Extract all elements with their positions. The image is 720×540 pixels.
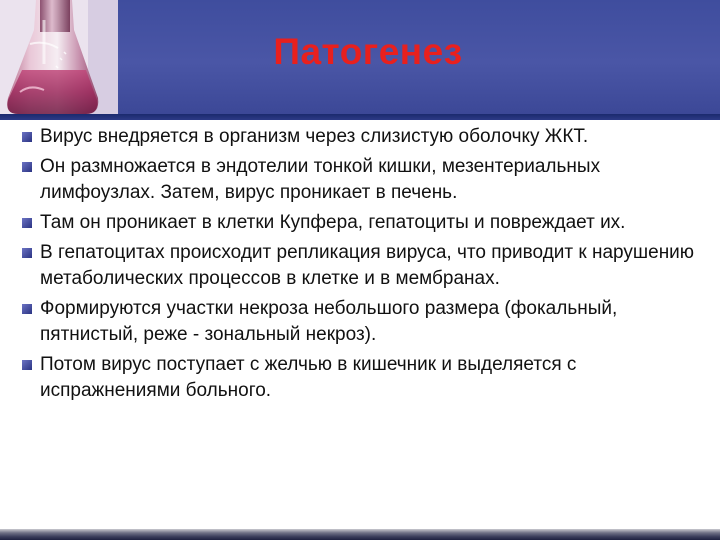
list-item-text: Формируются участки некроза небольшого размера (фокальный, пятнистый, реже - зональный некроз). — [40, 298, 618, 345]
footer-bar — [0, 529, 720, 540]
list-item-text: Потом вирус поступает с желчью в кишечник и выделяется с испражнениями больного. — [40, 354, 577, 401]
header-divider — [0, 114, 720, 120]
list-item — [22, 210, 702, 236]
square-bullet-icon — [22, 248, 32, 258]
square-bullet-icon — [22, 218, 32, 228]
list-item-text: Вирус внедряется в организм через слизистую оболочку ЖКТ. — [40, 126, 589, 147]
list-item — [22, 352, 702, 404]
slide-title: Патогенез — [273, 31, 463, 72]
list-item-text: В гепатоцитах происходит репликация вируса, что приводит к нарушению метаболических процессов в клетке и в мембранах. — [40, 242, 695, 289]
list-item — [22, 154, 702, 206]
square-bullet-icon — [22, 162, 32, 172]
flask-icon — [0, 0, 118, 114]
flask-photo — [0, 0, 118, 114]
square-bullet-icon — [22, 132, 32, 142]
square-bullet-icon — [22, 304, 32, 314]
list-item-text: Он размножается в эндотелии тонкой кишки, мезентериальных лимфоузлах. Затем, вирус проникает в печень. — [40, 156, 601, 203]
bullet-list — [22, 124, 702, 408]
list-item — [22, 240, 702, 292]
square-bullet-icon — [22, 360, 32, 370]
list-item — [22, 296, 702, 348]
list-item — [22, 124, 702, 150]
list-item-text: Там он проникает в клетки Купфера, гепатоциты и повреждает их. — [40, 212, 626, 233]
